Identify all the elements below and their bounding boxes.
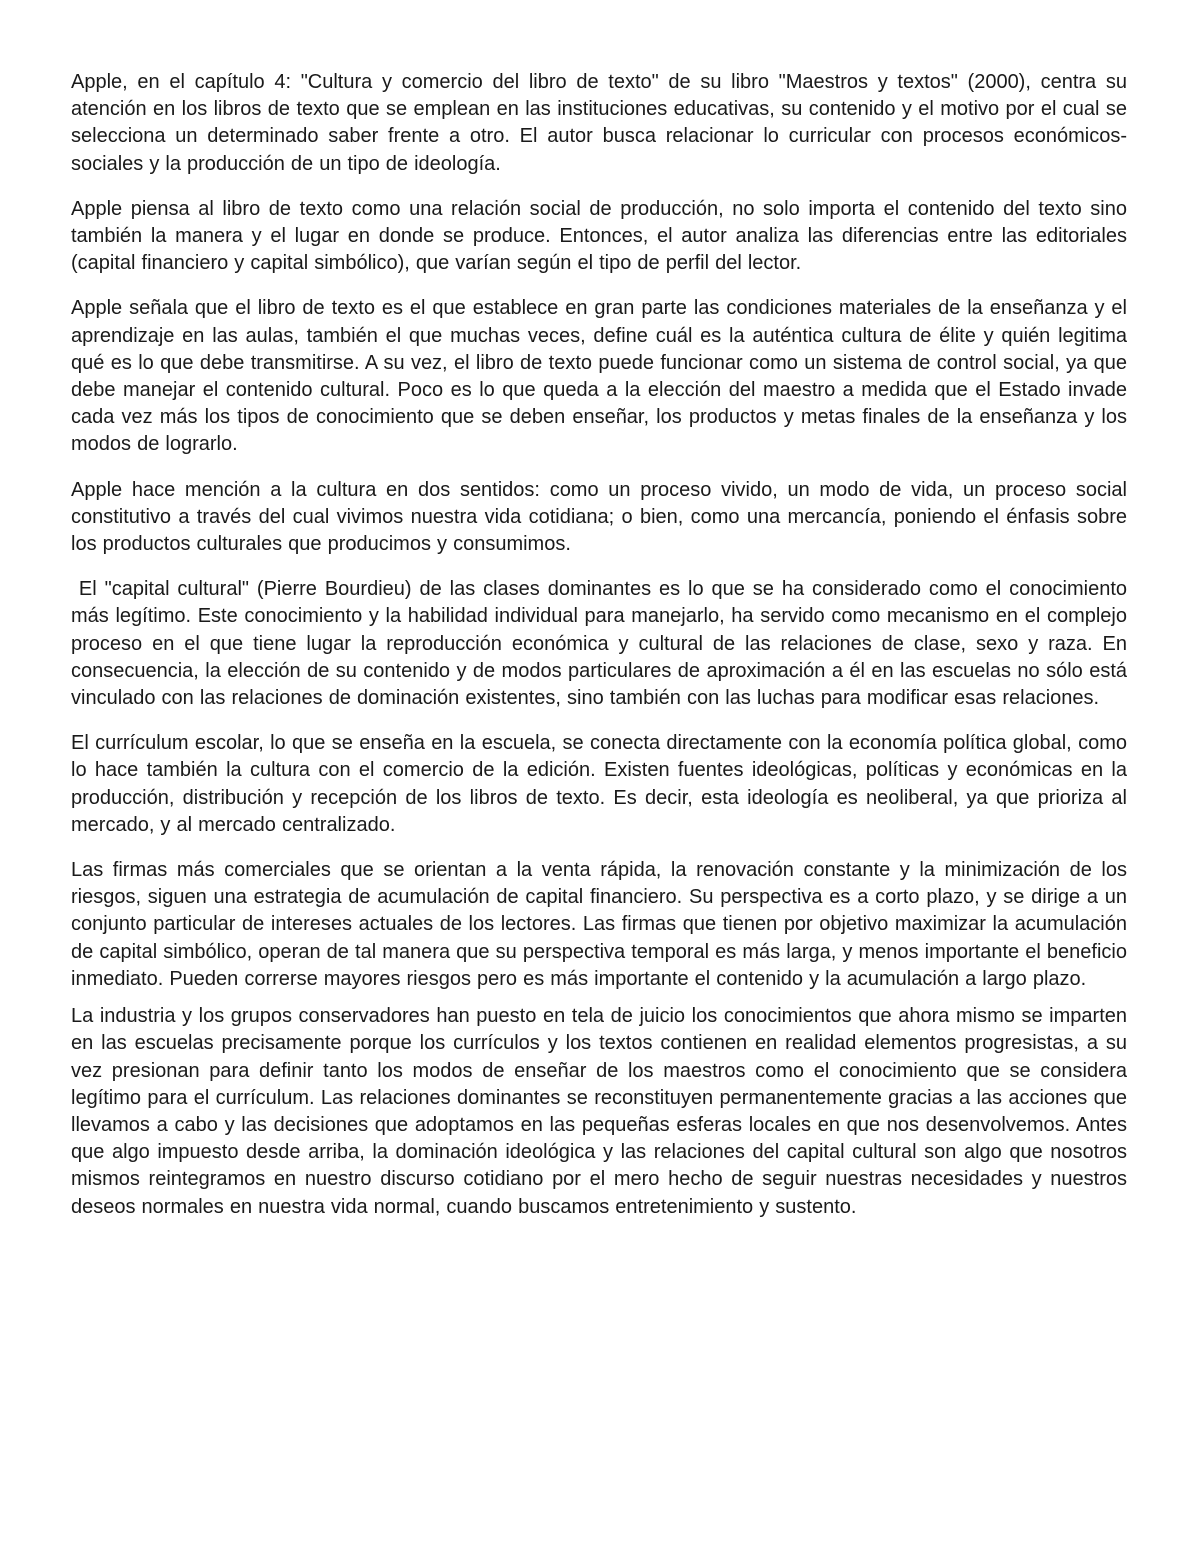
- paragraph-culture-senses: Apple hace mención a la cultura en dos sentidos: como un proceso vivido, un modo de vida, un proceso social constitutivo a través del cual vivimos nuestra vida cotidiana; o bien, como una mercancía, poniendo el énfasis sobre los productos culturales que producimos y consumimos.: [71, 478, 1127, 556]
- paragraph-social-relation: Apple piensa al libro de texto como una relación social de producción, no solo importa el contenido del texto sino también la manera y el lugar en donde se produce. Entonces, el autor analiza las diferencias entre las editoriales (capital financiero y capital simbólico), que varían según el tipo de perfil del lector.: [71, 197, 1127, 275]
- paragraph-firms: Las firmas más comerciales que se orientan a la venta rápida, la renovación constante y la minimización de los riesgos, siguen una estrategia de acumulación de capital financiero. Su perspectiva es a corto plazo, y se dirige a un conjunto particular de intereses actuales de los lectores. Las firmas que tienen por objetivo maximizar la acumulación de capital simbólico, operan de tal manera que su perspectiva temporal es más larga, y menos importante el beneficio inmediato. Pueden correrse mayores riesgos pero es más importante el contenido y la acumulación a largo plazo.: [71, 859, 1127, 990]
- paragraph-industry: La industria y los grupos conservadores han puesto en tela de juicio los conocimientos que ahora mismo se imparten en las escuelas precisamente porque los currículos y los textos contienen en realidad elementos progresistas, a su vez presionan para definir tanto los modos de enseñar de los maestros como el conocimiento que se considera legítimo para el currículum. Las relaciones dominantes se reconstituyen permanentemente gracias a las acciones que llevamos a cabo y las decisiones que adoptamos en las pequeñas esferas locales en que nos desenvolvemos. Antes que algo impuesto desde arriba, la dominación ideológica y las relaciones del capital cultural son algo que nosotros mismos reintegramos en nuestro discurso cotidiano por el mero hecho de seguir nuestras necesidades y nuestros deseos normales en nuestra vida normal, cuando buscamos entretenimiento y sustento.: [71, 1005, 1127, 1218]
- paragraph-cultural-capital: El "capital cultural" (Pierre Bourdieu) de las clases dominantes es lo que se ha considerado como el conocimiento más legítimo. Este conocimiento y la habilidad individual para manejarlo, ha servido como mecanismo en el complejo proceso en el que tiene lugar la reproducción económica y cultural de las relaciones de clase, sexo y raza. En consecuencia, la elección de su contenido y de modos particulares de aproximación a él en las escuelas no sólo está vinculado con las relaciones de dominación existentes, sino también con las luchas para modificar esas relaciones.: [71, 578, 1134, 710]
- paragraph-curriculum: El currículum escolar, lo que se enseña en la escuela, se conecta directamente con la economía política global, como lo hace también la cultura con el comercio de la edición. Existen fuentes ideológicas, políticas y económicas en la producción, distribución y recepción de los libros de texto. Es decir, esta ideología es neoliberal, ya que prioriza al mercado, y al mercado centralizado.: [71, 732, 1127, 836]
- document-page: [71, 69, 1134, 1221]
- paragraph-intro: Apple, en el capítulo 4: "Cultura y comercio del libro de texto" de su libro "Maestros y textos" (2000), centra su atención en los libros de texto que se emplean en las instituciones educativas, su contenido y el motivo por el cual se selecciona un determinado saber frente a otro. El autor busca relacionar lo curricular con procesos económicos-sociales y la producción de un tipo de ideología.: [71, 71, 1127, 175]
- paragraph-material-conditions: Apple señala que el libro de texto es el que establece en gran parte las condiciones materiales de la enseñanza y el aprendizaje en las aulas, también el que muchas veces, define cuál es la auténtica cultura de élite y quién legitima qué es lo que debe transmitirse. A su vez, el libro de texto puede funcionar como un sistema de control social, ya que debe manejar el contenido cultural. Poco es lo que queda a la elección del maestro a medida que el Estado invade cada vez más los tipos de conocimiento que se deben enseñar, los productos y metas finales de la enseñanza y los modos de lograrlo.: [71, 297, 1127, 456]
